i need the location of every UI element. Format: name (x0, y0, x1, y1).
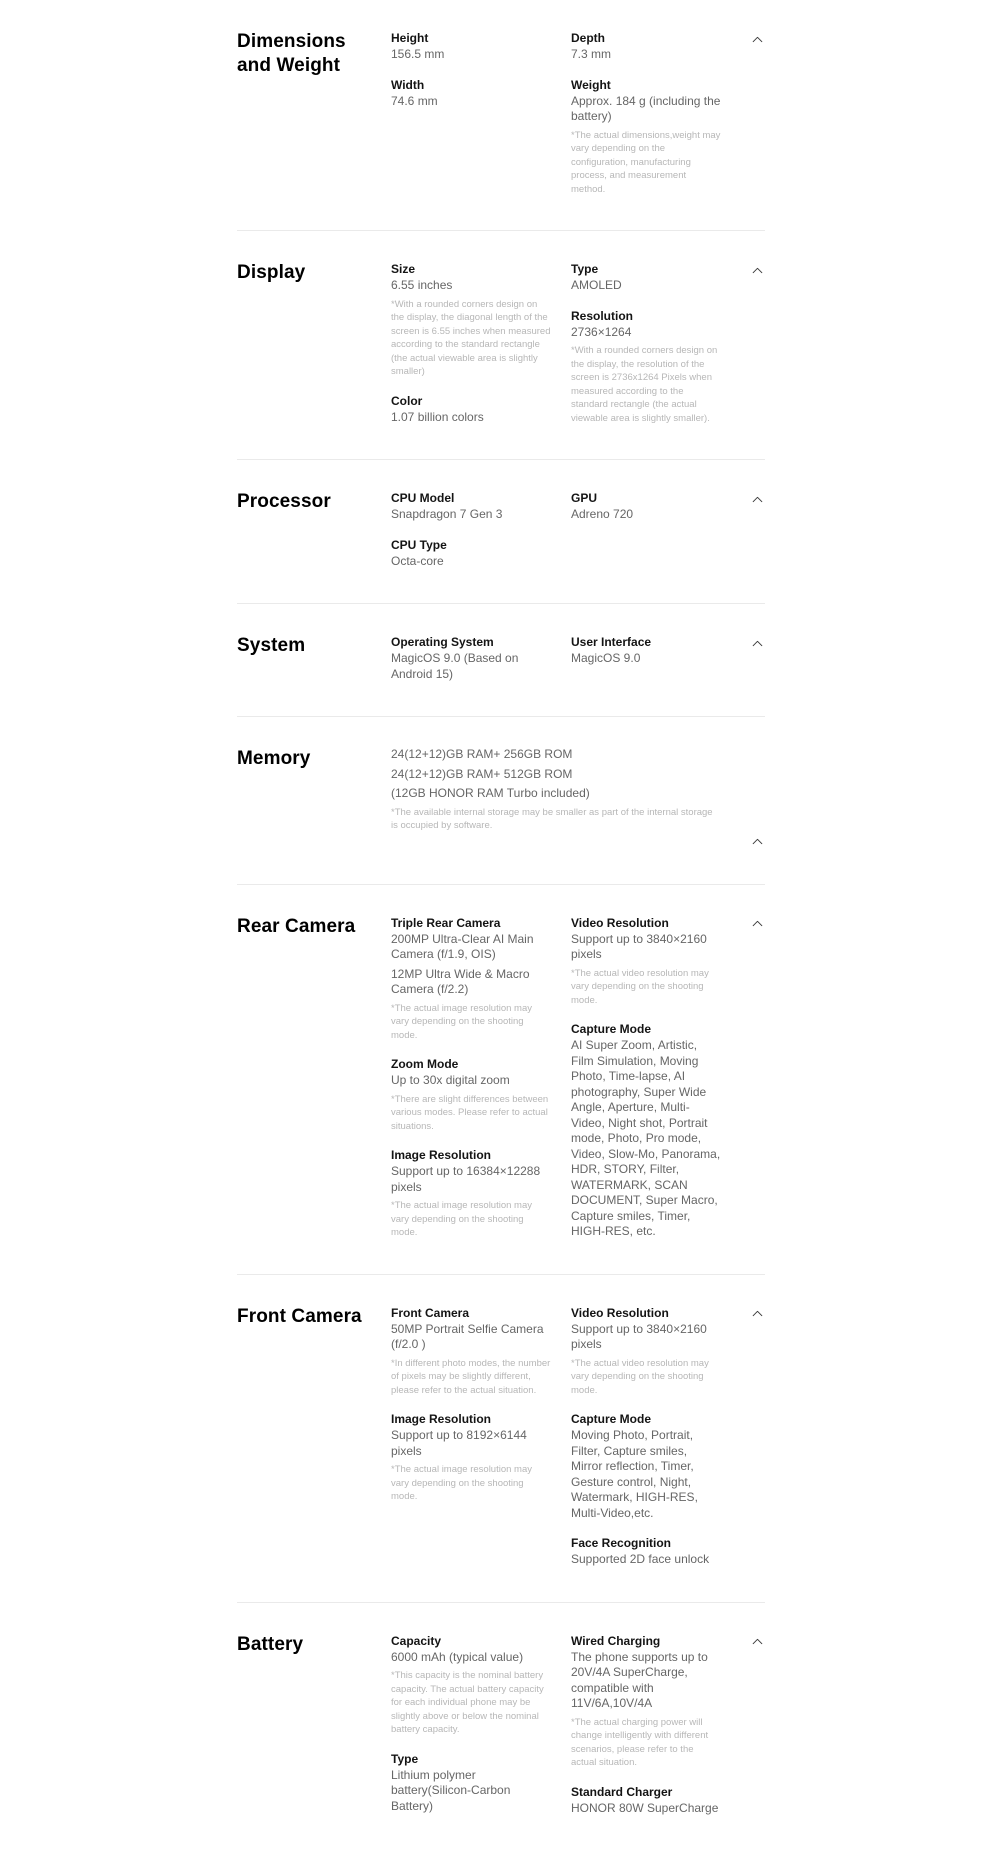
spec-item-footnote: *The available internal storage may be smaller as part of the internal storage is occupied by software. (391, 806, 721, 833)
chevron-up-icon (751, 33, 764, 46)
spec-item-label: Triple Rear Camera (391, 915, 551, 931)
spec-item-label: Front Camera (391, 1305, 551, 1321)
section-column-a (391, 634, 571, 682)
spec-item-label: Zoom Mode (391, 1056, 551, 1072)
spec-item-value: 6.55 inches (391, 278, 551, 294)
section-column-b (571, 30, 741, 196)
spec-item-label: Type (391, 1751, 551, 1767)
chevron-up-icon (751, 264, 764, 277)
spec-item (391, 537, 551, 570)
collapse-section-button[interactable] (749, 635, 765, 651)
spec-item (391, 1305, 551, 1398)
section-title: Rear Camera (237, 915, 391, 939)
chevron-up-icon (751, 917, 764, 930)
spec-item-label: Standard Charger (571, 1784, 721, 1800)
section-title: System (237, 634, 391, 658)
section-column-a (391, 1305, 571, 1504)
collapse-section-button[interactable] (749, 491, 765, 507)
section-front-camera (237, 1274, 765, 1602)
spec-item-value: 24(12+12)GB RAM+ 256GB ROM (391, 747, 721, 763)
spec-item-footnote: *The actual image resolution may vary depending on the shooting mode. (391, 1463, 551, 1504)
spec-item (391, 747, 721, 833)
section-column-a (391, 915, 571, 1240)
section-memory (237, 716, 765, 884)
spec-item-value: Approx. 184 g (including the battery) (571, 94, 721, 125)
spec-item (391, 1751, 551, 1815)
spec-item (571, 1784, 721, 1817)
collapse-section-button[interactable] (749, 262, 765, 278)
spec-item (571, 634, 721, 667)
spec-item (571, 1411, 721, 1521)
spec-item (571, 1305, 721, 1398)
spec-item (391, 261, 551, 379)
spec-item (571, 308, 721, 426)
spec-item-value: MagicOS 9.0 (571, 651, 721, 667)
spec-item-footnote: *There are slight differences between various modes. Please refer to actual situations. (391, 1093, 551, 1134)
spec-item-label: CPU Type (391, 537, 551, 553)
spec-item-value: Lithium polymer battery(Silicon-Carbon Battery) (391, 1768, 551, 1815)
collapse-section-button[interactable] (749, 834, 765, 850)
spec-item (571, 490, 721, 523)
section-title: Display (237, 261, 391, 285)
spec-item (391, 30, 551, 63)
spec-item (571, 1535, 721, 1568)
spec-item-value: 200MP Ultra-Clear AI Main Camera (f/1.9, OIS) (391, 932, 551, 963)
spec-item-label: Operating System (391, 634, 551, 650)
spec-item-value: 24(12+12)GB RAM+ 512GB ROM (391, 767, 721, 783)
spec-item (391, 915, 551, 1043)
spec-item-label: Weight (571, 77, 721, 93)
spec-item-label: Capacity (391, 1633, 551, 1649)
spec-item-footnote: *The actual dimensions,weight may vary depending on the configuration, manufacturing process, and measurement method. (571, 129, 721, 197)
spec-item-footnote: *The actual image resolution may vary depending on the shooting mode. (391, 1002, 551, 1043)
spec-item-label: CPU Model (391, 490, 551, 506)
spec-item-footnote: *The actual video resolution may vary depending on the shooting mode. (571, 967, 721, 1008)
spec-item-label: Height (391, 30, 551, 46)
section-title: Memory (237, 747, 391, 771)
section-processor (237, 459, 765, 603)
spec-item (391, 634, 551, 682)
spec-item-value: Moving Photo, Portrait, Filter, Capture smiles, Mirror reflection, Timer, Gesture control, Night, Watermark, HIGH-RES, Multi-Video,etc. (571, 1428, 721, 1521)
spec-item (571, 30, 721, 63)
collapse-section-button[interactable] (749, 31, 765, 47)
section-column-b (571, 1633, 741, 1817)
section-display (237, 230, 765, 459)
section-column-a (391, 261, 571, 425)
section-dimensions-and-weight (237, 0, 765, 230)
spec-item (571, 1021, 721, 1240)
section-title: Front Camera (237, 1305, 391, 1329)
spec-item-value: 74.6 mm (391, 94, 551, 110)
spec-item-footnote: *This capacity is the nominal battery capacity. The actual battery capacity for each individual phone may be slightly above or below the nominal battery capacity. (391, 1669, 551, 1737)
spec-item-value: MagicOS 9.0 (Based on Android 15) (391, 651, 551, 682)
spec-item (571, 915, 721, 1008)
spec-item-value: 50MP Portrait Selfie Camera (f/2.0 ) (391, 1322, 551, 1353)
section-battery (237, 1602, 765, 1850)
spec-item-value: Up to 30x digital zoom (391, 1073, 551, 1089)
spec-item-value: Octa-core (391, 554, 551, 570)
spec-item (391, 393, 551, 426)
spec-item-label: Capture Mode (571, 1021, 721, 1037)
chevron-up-icon (751, 1635, 764, 1648)
section-title: Battery (237, 1633, 391, 1657)
spec-item (391, 1411, 551, 1504)
spec-item-label: Capture Mode (571, 1411, 721, 1427)
spec-item-value: 1.07 billion colors (391, 410, 551, 426)
spec-item-footnote: *The actual charging power will change intelligently with different scenarios, please refer to the actual situation. (571, 1716, 721, 1770)
collapse-section-button[interactable] (749, 916, 765, 932)
chevron-up-icon (751, 637, 764, 650)
spec-item-label: Type (571, 261, 721, 277)
spec-item-value: The phone supports up to 20V/4A SuperCharge, compatible with 11V/6A,10V/4A (571, 1650, 721, 1712)
spec-item-value: (12GB HONOR RAM Turbo included) (391, 786, 721, 802)
spec-item-label: Image Resolution (391, 1147, 551, 1163)
spec-item-label: Video Resolution (571, 915, 721, 931)
spec-item-label: Face Recognition (571, 1535, 721, 1551)
spec-item-label: GPU (571, 490, 721, 506)
collapse-section-button[interactable] (749, 1634, 765, 1650)
spec-item-value: Support up to 3840×2160 pixels (571, 932, 721, 963)
spec-item (391, 1633, 551, 1737)
section-column-b (571, 1305, 741, 1568)
spec-item-value: HONOR 80W SuperCharge (571, 1801, 721, 1817)
spec-item (391, 1056, 551, 1133)
section-system (237, 603, 765, 716)
spec-item-footnote: *With a rounded corners design on the display, the diagonal length of the screen is 6.55 inches when measured according to the standard rectangle (the actual viewable area is slightly smaller) (391, 298, 551, 379)
spec-item-value: Support up to 16384×12288 pixels (391, 1164, 551, 1195)
spec-item-value: Snapdragon 7 Gen 3 (391, 507, 551, 523)
spec-item-value: Adreno 720 (571, 507, 721, 523)
spec-item (571, 261, 721, 294)
chevron-up-icon (751, 835, 764, 848)
section-title: Processor (237, 490, 391, 514)
section-column-a (391, 1633, 571, 1815)
spec-item-value: Support up to 8192×6144 pixels (391, 1428, 551, 1459)
spec-item-label: Resolution (571, 308, 721, 324)
spec-item-value: 6000 mAh (typical value) (391, 1650, 551, 1666)
spec-item-value: Support up to 3840×2160 pixels (571, 1322, 721, 1353)
spec-item (571, 1633, 721, 1770)
section-rear-camera (237, 884, 765, 1274)
spec-item-label: Image Resolution (391, 1411, 551, 1427)
spec-item (571, 77, 721, 197)
spec-item-value: 2736×1264 (571, 325, 721, 341)
spec-item-label: User Interface (571, 634, 721, 650)
section-column-a (391, 747, 741, 833)
section-column-a (391, 490, 571, 569)
section-column-a (391, 30, 571, 109)
spec-item-label: Size (391, 261, 551, 277)
spec-item-label: Width (391, 77, 551, 93)
spec-item-footnote: *The actual video resolution may vary depending on the shooting mode. (571, 1357, 721, 1398)
spec-item (391, 490, 551, 523)
spec-item-value: Supported 2D face unlock (571, 1552, 721, 1568)
section-column-b (571, 261, 741, 425)
section-column-b (571, 634, 741, 667)
spec-item-value: 12MP Ultra Wide & Macro Camera (f/2.2) (391, 967, 551, 998)
collapse-section-button[interactable] (749, 1306, 765, 1322)
spec-item-label: Video Resolution (571, 1305, 721, 1321)
spec-item-value: 7.3 mm (571, 47, 721, 63)
section-column-b (571, 490, 741, 523)
section-column-b (571, 915, 741, 1240)
spec-item-footnote: *The actual image resolution may vary depending on the shooting mode. (391, 1199, 551, 1240)
section-title: Dimensions and Weight (237, 30, 391, 79)
spec-item-label: Color (391, 393, 551, 409)
spec-item-label: Wired Charging (571, 1633, 721, 1649)
spec-item-footnote: *In different photo modes, the number of pixels may be slightly different, please refer to the actual situation. (391, 1357, 551, 1398)
spec-item (391, 1147, 551, 1240)
spec-item-value: AMOLED (571, 278, 721, 294)
spec-item-label: Depth (571, 30, 721, 46)
chevron-up-icon (751, 493, 764, 506)
spec-item (391, 77, 551, 110)
spec-item-value: AI Super Zoom, Artistic, Film Simulation, Moving Photo, Time-lapse, AI photography, Super Wide Angle, Aperture, Multi-Video, Night shot, Portrait mode, Photo, Pro mode, Video, Slow-Mo, Panorama, HDR, STORY, Filter, WATERMARK, SCAN DOCUMENT, Super Macro, Capture smiles, Timer, HIGH-RES, etc. (571, 1038, 721, 1240)
chevron-up-icon (751, 1307, 764, 1320)
spec-item-value: 156.5 mm (391, 47, 551, 63)
spec-item-footnote: *With a rounded corners design on the display, the resolution of the screen is 2736x1264 Pixels when measured according to the standard rectangle (the actual viewable area is slightly smaller). (571, 344, 721, 425)
spec-sections-container (237, 0, 765, 1850)
